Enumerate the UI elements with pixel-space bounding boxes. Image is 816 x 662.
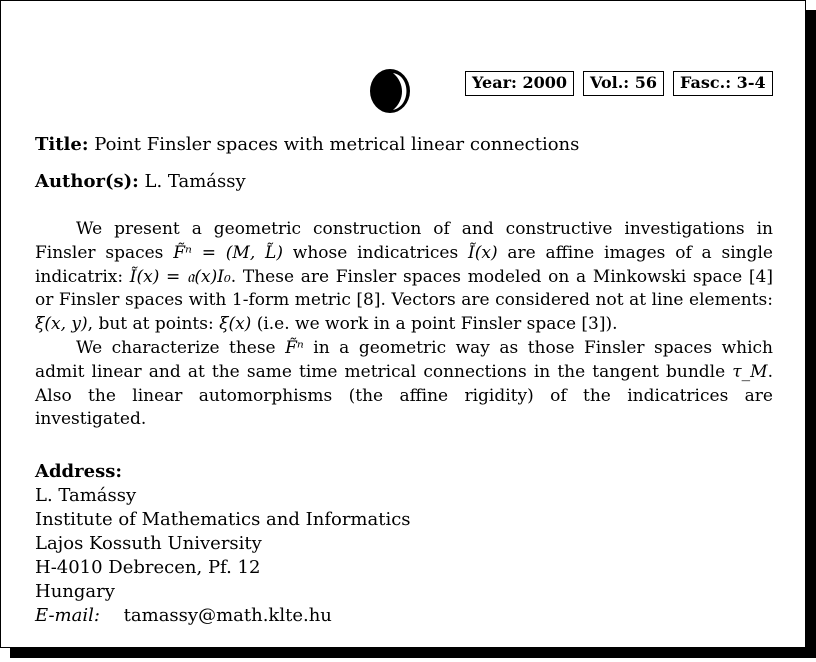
math-tangent-bundle: τ_M: [732, 361, 768, 382]
abstract-paragraph-2: We characterize these F̃ⁿ in a geometric way as those Finsler spaces which admit linear and at the same time metrical connections in the tangent bundle τ_M. Also the linear automorphisms (the affine rigidity) of the indicatrices are investigated.: [35, 337, 773, 430]
title-line: [35, 133, 579, 157]
math-finsler-space-2: F̃ⁿ: [285, 337, 304, 358]
math-finsler-space: F̃ⁿ = (M, L̃): [173, 242, 283, 263]
author-name: L. Tamássy: [144, 171, 246, 192]
email-line: [35, 604, 411, 628]
address-institute: Institute of Mathematics and Informatics: [35, 509, 411, 530]
journal-logo-icon: [369, 68, 411, 114]
email-label: E-mail:: [35, 605, 100, 626]
math-vector-line-element: ξ(x, y): [35, 314, 88, 335]
abstract: [35, 218, 773, 432]
address-country: Hungary: [35, 581, 115, 602]
address-label: Address:: [35, 461, 122, 482]
year-badge: Year: 2000: [465, 71, 574, 96]
address-street: H-4010 Debrecen, Pf. 12: [35, 557, 261, 578]
issue-info: [465, 71, 773, 96]
abstract-paragraph-1: We present a geometric construction of and constructive investigations in Finsler spaces F̃ⁿ = (M, L̃) whose indicatrices Ĩ(x) are affine images of a single indicatrix: Ĩ(x) = 𝔞(x)I₀. These are Finsler spaces modeled on a Minkowski space [4] or Finsler spaces with 1-form metric [8]. Vectors are considered not at line elements: ξ(x, y), but at points: ξ(x) (i.e. we work in a point Finsler space [3]).: [35, 219, 773, 335]
fascicle-badge: Fasc.: 3-4: [673, 71, 773, 96]
address-university: Lajos Kossuth University: [35, 533, 262, 554]
paper-title: Point Finsler spaces with metrical linear connections: [94, 134, 580, 155]
email-address: tamassy@math.klte.hu: [123, 605, 332, 626]
math-affine-image: Ĩ(x) = 𝔞(x)I₀: [129, 266, 231, 287]
math-vector-point: ξ(x): [219, 314, 252, 335]
math-indicatrix: Ĩ(x): [468, 242, 498, 263]
author-label: Author(s):: [35, 171, 139, 192]
volume-badge: Vol.: 56: [583, 71, 664, 96]
title-label: Title:: [35, 134, 89, 155]
address-block: [35, 460, 411, 628]
address-name: L. Tamássy: [35, 485, 137, 506]
author-line: [35, 170, 246, 194]
